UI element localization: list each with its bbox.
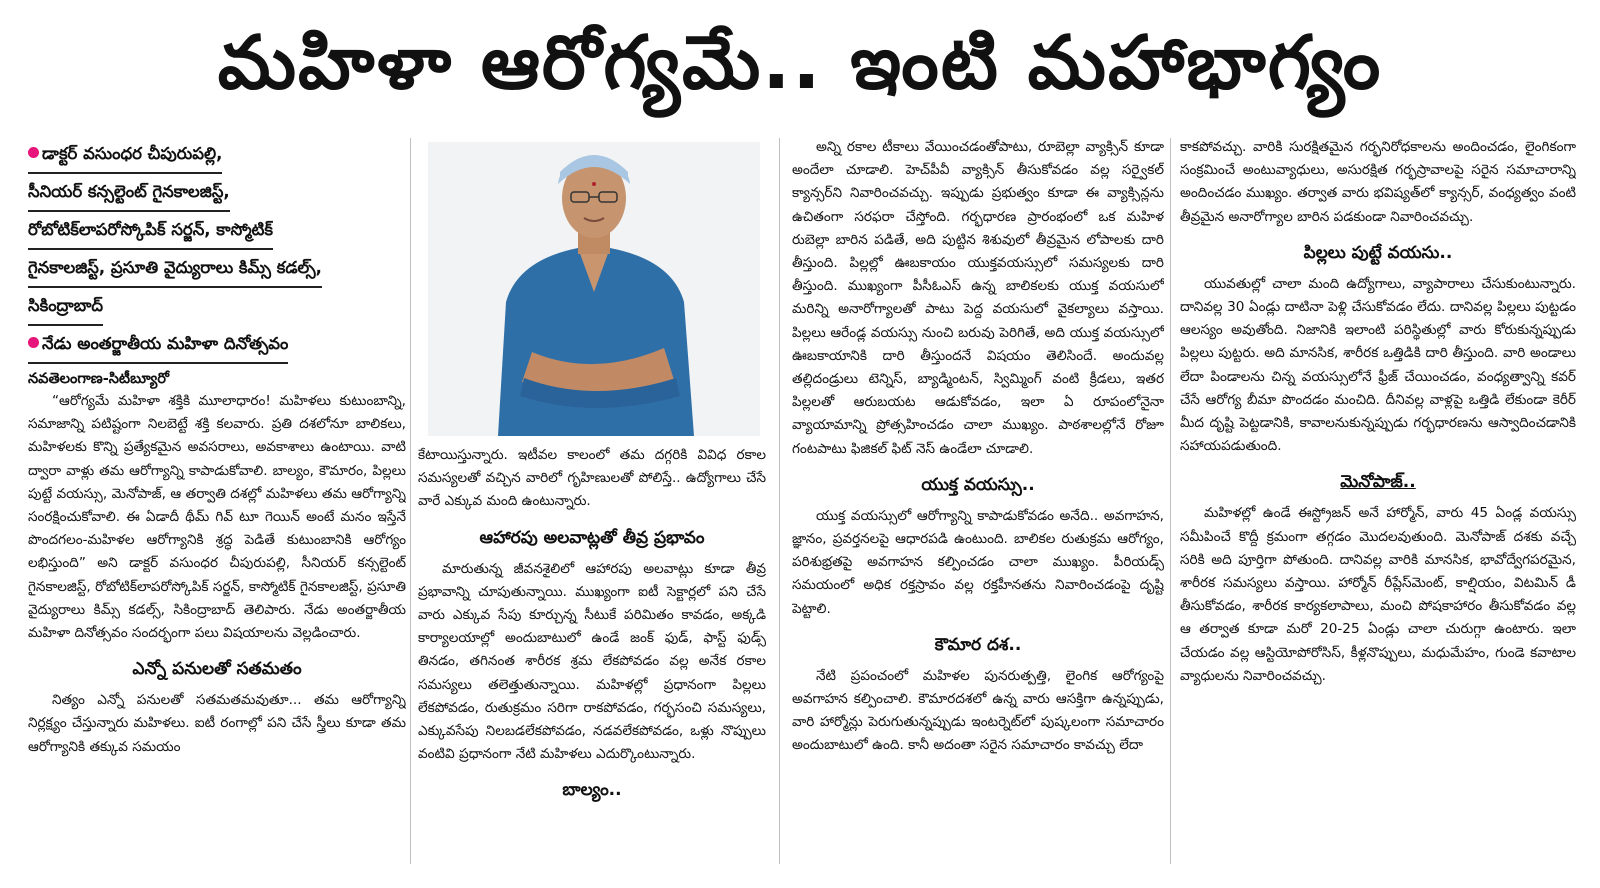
subheading: ఆహారపు అలవాట్లతో తీవ్ర ప్రభావం: [479, 527, 705, 548]
article-column-1: [28, 136, 406, 876]
byline-block: [28, 136, 406, 364]
subheading-text: మెనోపాజ్..: [1340, 472, 1416, 493]
byline-line: రోబోటిక్‌లాపరోస్కోపిక్ సర్జన్, కాస్మోటిక్: [28, 212, 273, 250]
byline-line: సీనియర్ కన్సల్టెంట్ గైనకాలజిస్ట్,: [28, 174, 230, 212]
column-divider: [1170, 138, 1171, 864]
subheading: [1180, 468, 1576, 496]
intro-paragraph: “ఆరోగ్యమే మహిళా శక్తికి మూలాధారం! మహిళలు కుటుంబాన్ని, సమాజాన్ని పటిష్టంగా నిలబెట్టే శక్తి కలవారు. ప్రతి దశలోనూ బాలికలు, మహిళలకు కొన్ని ప్రత్యేకమైన అవసరాలు, అవకాశాలు ఉంటాయి. వాటి ద్వారా వాళ్లు తమ ఆరోగ్యాన్ని కాపాడుకోవాలి. బాల్యం, కౌమారం, పిల్లలు పుట్టే వయస్సు, మెనోపాజ్, ఆ తర్వాతి దశల్లో మహిళలు తమ ఆరోగ్యాన్ని సంరక్షించుకోవాలి. ఈ ఏడాదీ థీమ్ గివ్ టూ గెయిన్ అంటే మనం ఇస్తేనే పొందగలం-మహిళల ఆరోగ్యానికి శ్రద్ధ పెడితే కుటుంబానికి ఆరోగ్యం లభిస్తుంది” అని డాక్టర్ వసుంధర చీపురుపల్లి, సీనియర్ కన్సల్టెంట్ గైనకాలజిస్ట్, రోబోటిక్‌లాపరోస్కోపిక్ సర్జన్, కాస్మోటిక్ గైనకాలజిస్ట్, ప్రసూతి వైద్యురాలు కిమ్స్ కడల్స్, సికింద్రాబాద్ తెలిపారు. నేడు అంతర్జాతీయ మహిళా దినోత్సవం సందర్భంగా పలు విషయాలను వెల్లడించారు.: [28, 393, 406, 642]
occasion-text: నేడు అంతర్జాతీయ మహిళా దినోత్సవం: [42, 334, 289, 353]
subheading: యుక్త వయస్సు..: [921, 474, 1035, 495]
body-paragraph: అన్ని రకాల టీకాలు వేయించడంతోపాటు, రూబెల్లా వ్యాక్సిన్ కూడా అందేలా చూడాలి. హెచ్‌పీవీ వ్యాక్సిన్ తీసుకోవడం వల్ల సర్వైకల్ క్యాన్సర్‌ని నివారించవచ్చు. ఇప్పుడు ప్రభుత్వం కూడా ఈ వ్యాక్సిన్లను ఉచితంగా సరఫరా చేస్తోంది. గర్భధారణ ప్రారంభంలో ఒక మహిళ రుబెల్లా బారిన పడితే, అది పుట్టిన శిశువులో తీవ్రమైన లోపాలకు దారి తీస్తుంది. పిల్లల్లో ఊబకాయం యుక్తవయస్సులో సమస్యలకు దారి తీస్తుంది. ముఖ్యంగా పీసీఓఎస్ ఉన్న బాలికలకు యుక్త వయసులో మరిన్ని అనారోగ్యాలతో పాటు పెద్ద వయసులో వైకల్యాలు వస్తాయి. పిల్లలు ఆరేండ్ల వయస్సు నుంచి బరువు పెరిగితే, అది యుక్త వయస్సులో ఊబకాయానికి దారి తీస్తుందనే విషయం తెలిసిందే. అందువల్ల తల్లిదండ్రులు టెన్నిస్, బ్యాడ్మింటన్, స్విమ్మింగ్ వంటి క్రీడలు, ఇతర పిల్లలతో ఆరుబయట ఆడుకోవడం, ఇలా ఏ రూపంలోనైనా వ్యాయామాన్ని ప్రోత్సహించడం చాలా ముఖ్యం. పాఠశాలల్లోనే రోజూ గంటపాటు ఫిజికల్ ఫిట్ నెస్ ఉండేలా చూడాలి.: [792, 139, 1164, 457]
subheading: పిల్లలు పుట్టే వయసు..: [1303, 242, 1453, 263]
body-paragraph: నిత్యం ఎన్నో పనులతో సతమతమవుతూ... తమ ఆరోగ్యాన్ని నిర్లక్ష్యం చేస్తున్నారు మహిళలు. ఐటీ రంగాల్లో పని చేసే స్త్రీలు కూడా తమ ఆరోగ్యానికి తక్కువ సమయం: [28, 692, 406, 755]
byline-text: డాక్టర్ వసుంధర చీపురుపల్లి,: [42, 144, 223, 163]
bullet-icon: [28, 147, 39, 158]
bullet-icon: [28, 337, 39, 348]
subheading: కౌమార దశ..: [934, 634, 1022, 655]
byline-line: గైనకాలజిస్ట్, ప్రసూతి వైద్యురాలు కిమ్స్ కడల్స్,: [28, 250, 322, 288]
body-paragraph: మహిళల్లో ఉండే ఈస్ట్రోజన్ అనే హార్మోన్, వారు 45 ఏండ్ల వయస్సు సమీపించే కొద్దీ క్రమంగా తగ్గడం మొదలవుతుంది. మెనోపాజ్ దశకు వచ్చే సరికి అది పూర్తిగా పోతుంది. దానివల్ల వారికి మానసిక, భావోద్వేగపరమైన, శారీరక సమస్యలు వస్తాయి. హార్మోన్ రీప్లేస్‌మెంట్, కాల్షియం, విటమిన్ డీ తీసుకోవడం, శారీరక కార్యకలాపాలు, మంచి పోషకాహారం తీసుకోవడం వల్ల ఆ తర్వాత కూడా మరో 20-25 ఏండ్లు చాలా చురుగ్గా ఉంటారు. ఇలా చేయడం వల్ల ఆస్టియోపోరోసిస్, కీళ్లనొప్పులు, మధుమేహం, గుండె కవాటాల వ్యాధులను నివారించవచ్చు.: [1180, 505, 1576, 684]
body-paragraph: కాకపోవచ్చు. వారికి సురక్షితమైన గర్భనిరోధకాలను అందించడం, లైంగికంగా సంక్రమించే అంటువ్యాధులు, అసురక్షిత గర్భస్రావాలపై సరైన సమాచారాన్ని అందించడం ముఖ్యం. తర్వాత వారు భవిష్యత్‌లో క్యాన్సర్, వంధ్యత్వం వంటి తీవ్రమైన అనారోగ్యాల బారిన పడకుండా నివారించవచ్చు.: [1180, 139, 1576, 225]
column-divider: [779, 138, 780, 864]
doctor-photo: [428, 142, 760, 436]
body-paragraph: యువతుల్లో చాలా మంది ఉద్యోగాలు, వ్యాపారాలు చేసుకుంటున్నారు. దానివల్ల 30 ఏండ్లు దాటినా పెళ్లి చేసుకోవడం లేదు. దానివల్ల పిల్లలు పుట్టడం ఆలస్యం అవుతోంది. నిజానికి ఇలాంటి పరిస్థితుల్లో వారు కోరుకున్నప్పుడు పిల్లలు పుట్టరు. అది మానసిక, శారీరక ఒత్తిడికి దారి తీస్తుంది. వారి అండాలు లేదా పిండాలను చిన్న వయస్సులోనే ఫ్రీజ్ చేయించడం, వంధ్యత్వాన్ని కవర్ చేసే ఆరోగ్య బీమా పొందడం మంచిది. దీనివల్ల వాళ్లపై ఒత్తిడి లేకుండా కెరీర్ మీద దృష్టి పెట్టడానికి, కావాలనుకున్నప్పుడు గర్భధారణను ఆస్వాదించడానికి సహాయపడుతుంది.: [1180, 275, 1576, 455]
body-paragraph: నేటి ప్రపంచంలో మహిళల పునరుత్పత్తి, లైంగిక ఆరోగ్యంపై అవగాహన కల్పించాలి. కౌమారదశలో ఉన్న వారు ఆసక్తిగా ఉన్నప్పుడు, వారి హార్మోన్లు పెరుగుతున్నప్పుడు ఇంటర్నెట్‌లో పుష్కలంగా సమాచారం అందుబాటులో ఉంది. కానీ అదంతా సరైన సమాచారం కావచ్చు లేదా: [792, 667, 1164, 754]
occasion-line: [28, 326, 288, 364]
body-paragraph: యుక్త వయస్సులో ఆరోగ్యాన్ని కాపాడుకోవడం అనేది.. అవగాహన, జ్ఞానం, ప్రవర్తనలపై ఆధారపడి ఉంటుంది. బాలికల రుతుక్రమ ఆరోగ్యం, పరిశుభ్రతపై అవగాహన కల్పించడం చాలా ముఖ్యం. పీరియడ్స్ సమయంలో అధిక రక్తస్రావం వల్ల రక్తహీనతను నివారించడంపై దృష్టి పెట్టాలి.: [792, 507, 1164, 617]
article-column-2: [418, 136, 766, 876]
column-divider: [410, 138, 411, 864]
byline-line: సికింద్రాబాద్: [28, 288, 103, 326]
body-paragraph: మారుతున్న జీవనశైలిలో ఆహారపు అలవాట్లు కూడా తీవ్ర ప్రభావాన్ని చూపుతున్నాయి. ముఖ్యంగా ఐటీ సెక్టార్లలో పని చేసే వారు ఎక్కువ సేపు కూర్చున్న సీటుకే పరిమితం కావడం, అక్కడి కార్యాలయాల్లో అందుబాటులో ఉండే జంక్ ఫుడ్, ఫాస్ట్ ఫుడ్స్ తినడం, తగినంత శారీరక శ్రమ లేకపోవడం వల్ల అనేక రకాల సమస్యలు తలెత్తుతున్నాయి. మహిళల్లో ప్రధానంగా పిల్లలు లేకపోవడం, రుతుక్రమం సరిగా రాకపోవడం, గర్భసంచి సమస్యలు, ఎక్కువసేపు నిలబడలేకపోవడం, నడవలేకపోవడం, ఒళ్లు నొప్పులు వంటివి ప్రధానంగా నేటి మహిళలు ఎదుర్కొంటున్నారు.: [418, 560, 766, 763]
subheading: బాల్యం..: [562, 780, 622, 801]
doctor-portrait-image: [428, 142, 760, 436]
headline: మహిళా ఆరోగ్యమే.. ఇంటి మహాభాగ్యం: [217, 20, 1383, 106]
news-source: నవతెలంగాణ-సిటీబ్యూరో: [28, 371, 169, 387]
article-column-3: [792, 136, 1164, 876]
subheading: ఎన్నో పనులతో సతమతం: [132, 659, 302, 680]
body-paragraph: కేటాయిస్తున్నారు. ఇటీవల కాలంలో తమ దగ్గరికి వివిధ రకాల సమస్యలతో వచ్చిన వారిలో గృహిణులతో పోలిస్తే.. ఉద్యోగాలు చేసే వారే ఎక్కువ మంది ఉంటున్నారు.: [418, 447, 766, 510]
byline-line: [28, 136, 222, 174]
article-column-4: [1180, 136, 1576, 876]
